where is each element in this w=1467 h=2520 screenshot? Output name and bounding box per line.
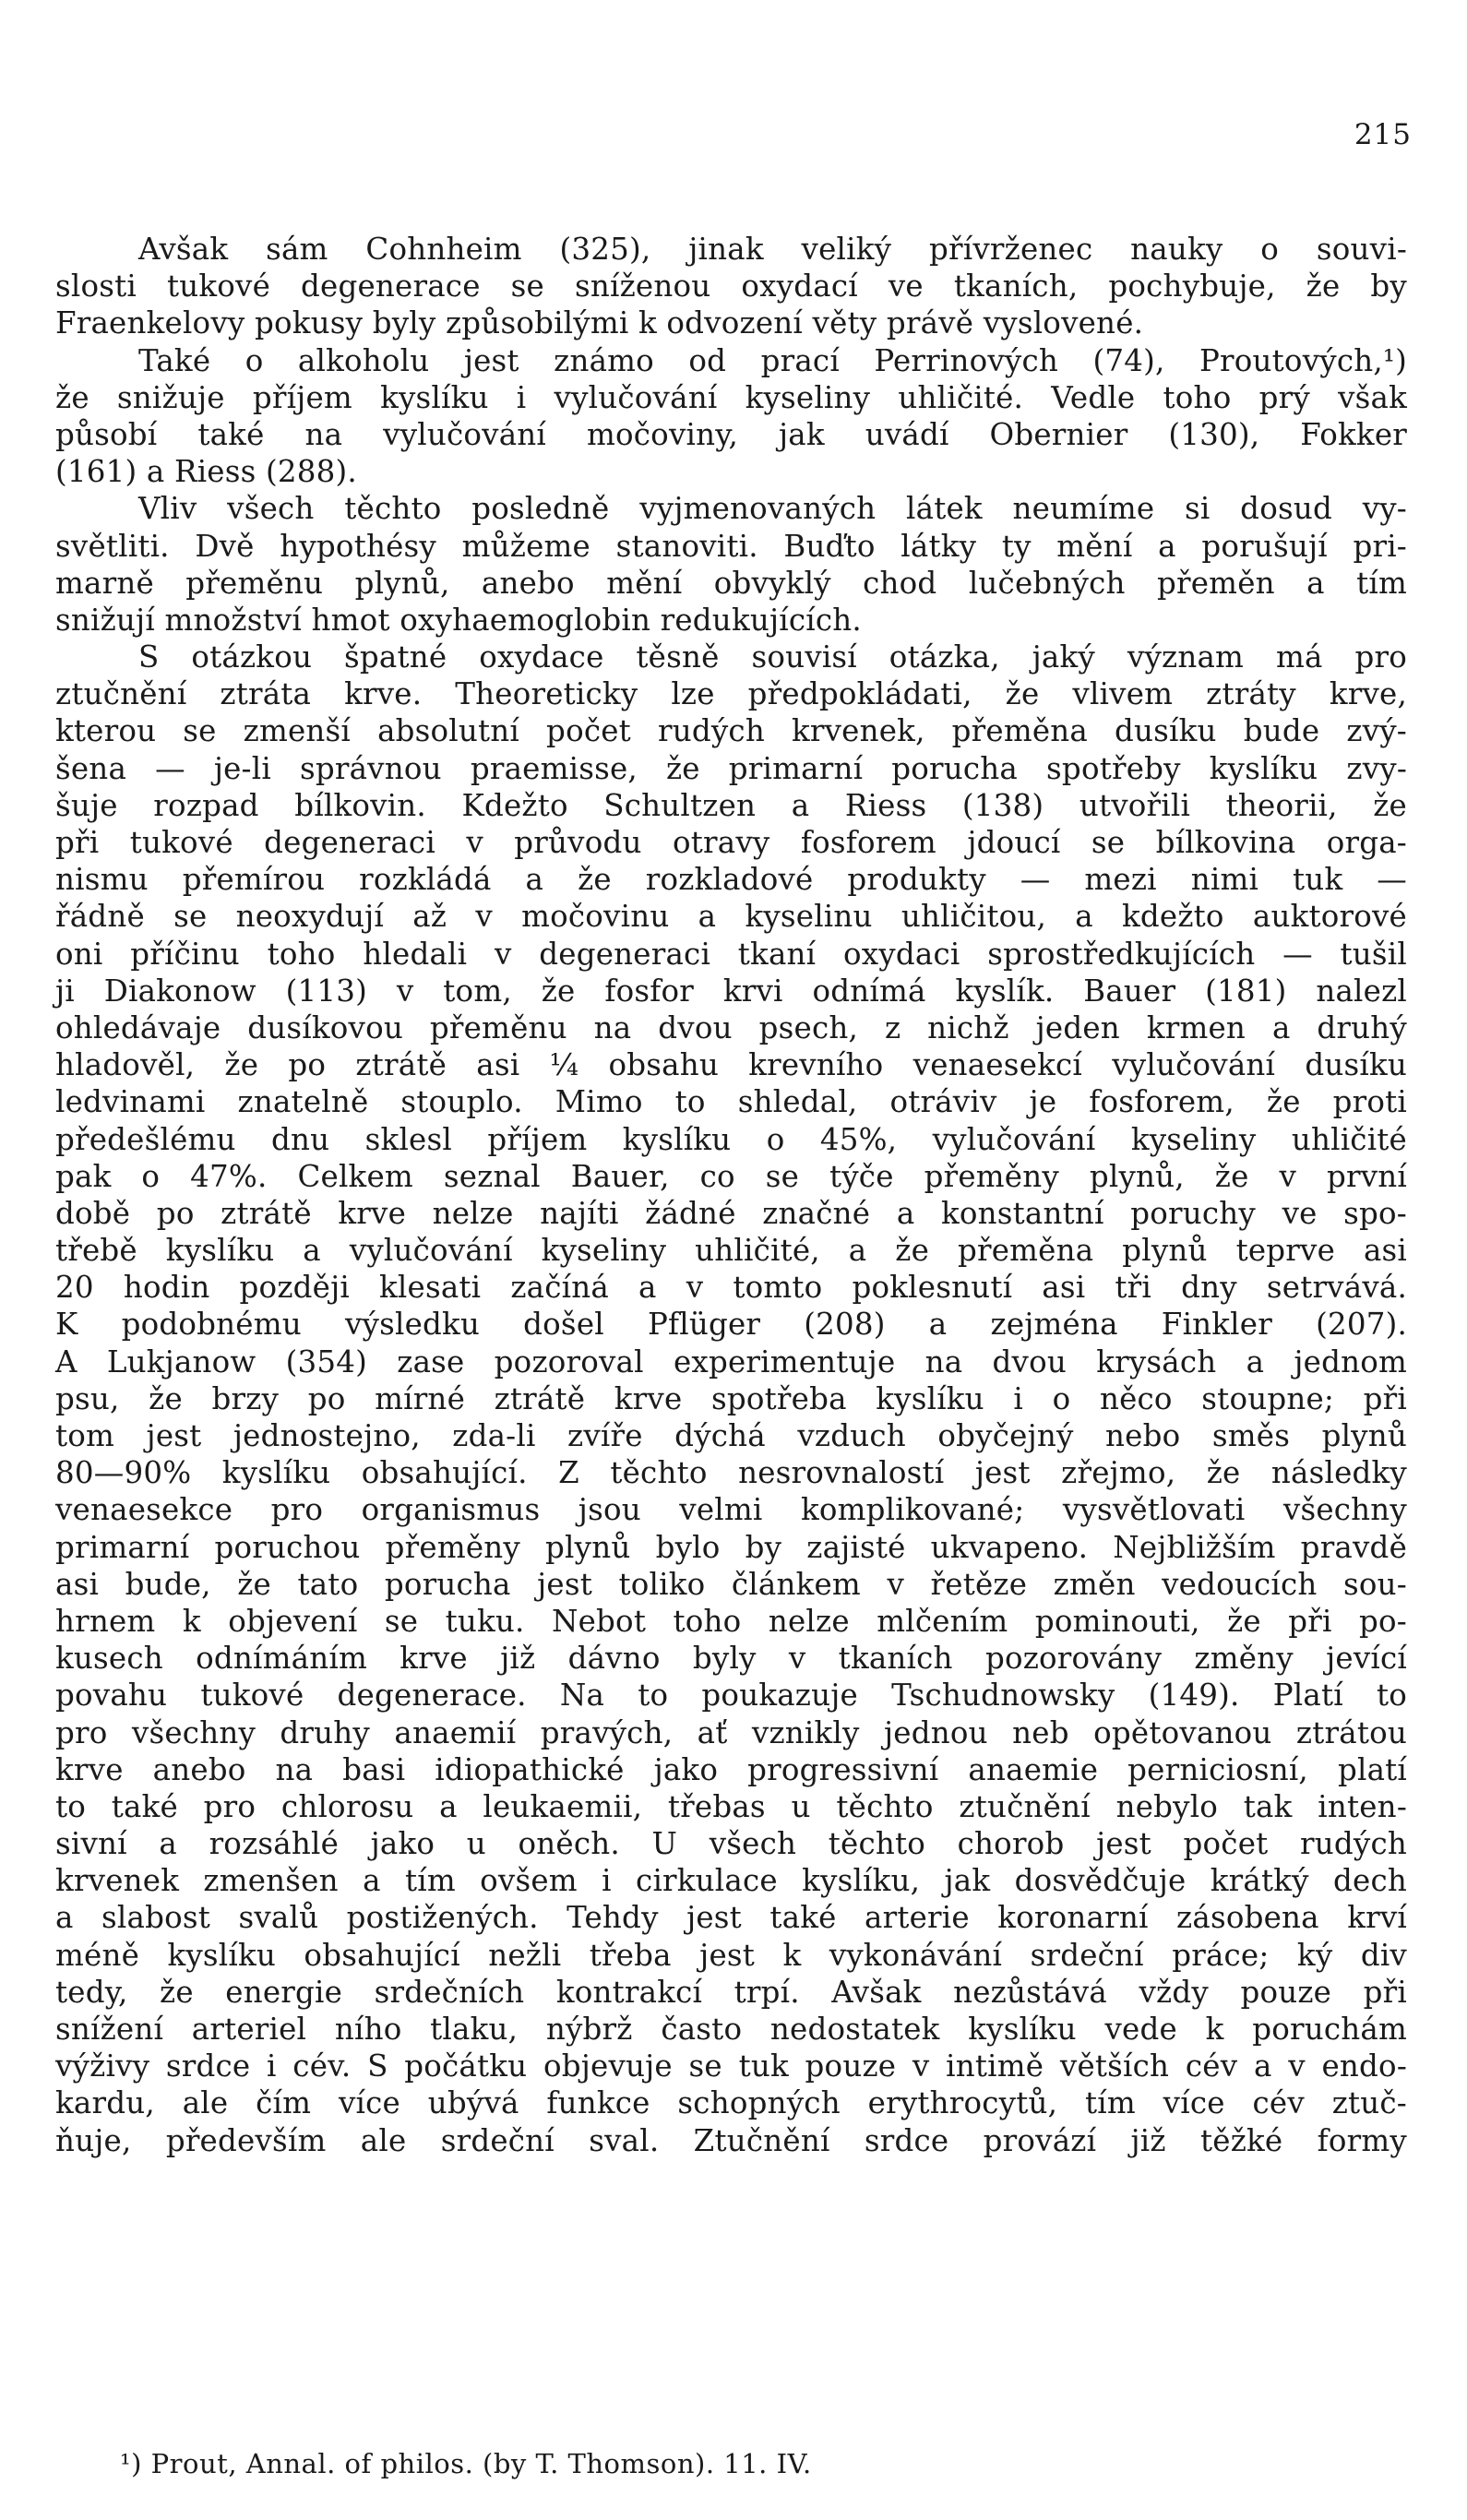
text-line: kterou se zmenší absolutní počet rudých krvenek, přeměna dusíku bude zvý- (55, 713, 1407, 749)
text-line: ohledávaje dusíkovou přeměnu na dvou psech, z nichž jeden krmen a druhý (55, 1009, 1407, 1045)
text-line: slosti tukové degenerace se sníženou oxydací ve tkaních, pochybuje, že by (55, 269, 1407, 305)
text-line: tom jest jednostejno, zda-li zvíře dýchá vzduch obyčejný nebo směs plynů (55, 1418, 1407, 1453)
text-line: venaesekce pro organismus jsou velmi komplikované; vysvětlovati všechny (55, 1492, 1407, 1528)
text-line: šuje rozpad bílkovin. Kdežto Schultzen a Riess (138) utvořili theorii, že (55, 787, 1407, 823)
text-line: hladověl, že po ztrátě asi ¼ obsahu krevního venaesekcí vylučování dusíku (55, 1047, 1407, 1083)
text-line: hrnem k objevení se tuku. Nebot toho nelze mlčením pominouti, že při po- (55, 1603, 1407, 1639)
text-line: povahu tukové degenerace. Na to poukazuje Tschudnowsky (149). Platí to (55, 1678, 1407, 1714)
text-line: to také pro chlorosu a leukaemii, třebas u těchto ztučnění nebylo tak inten- (55, 1788, 1407, 1824)
text-line: krvenek zmenšen a tím ovšem i cirkulace kyslíku, jak dosvědčuje krátký dech (55, 1863, 1407, 1899)
text-line: A Lukjanow (354) zase pozoroval experimentuje na dvou krysách a jednom (55, 1344, 1407, 1379)
text-line: Fraenkelovy pokusy byly způsobilými k odvození věty právě vyslovené. (55, 305, 1144, 341)
text-line: třebě kyslíku a vylučování kyseliny uhličité, a že přeměna plynů teprve asi (55, 1233, 1407, 1269)
text-line: S otázkou špatné oxydace těsně souvisí otázka, jaký význam má pro (138, 639, 1407, 675)
footnote: ¹) Prout, Annal. of philos. (by T. Thomson). 11. IV. (120, 2448, 812, 2479)
text-line: výživy srdce i cév. S počátku objevuje se tuk pouze v intimě větších cév a v endo- (55, 2048, 1407, 2084)
text-line: krve anebo na basi idiopathické jako progressivní anaemie perniciosní, platí (55, 1751, 1407, 1787)
text-line: Vliv všech těchto posledně vyjmenovaných látek neumíme si dosud vy- (138, 491, 1407, 527)
text-line: kusech odnímáním krve již dávno byly v tkaních pozorovány změny jevící (55, 1641, 1407, 1677)
text-line: světliti. Dvě hypothésy můžeme stanoviti. Buďto látky ty mění a porušují pri- (55, 528, 1407, 564)
text-line: méně kyslíku obsahující nežli třeba jest k vykonávání srdeční práce; ký div (55, 1937, 1407, 1973)
text-line: ztučnění ztráta krve. Theoreticky lze předpokládati, že vlivem ztráty krve, (55, 676, 1407, 712)
text-line: při tukové degeneraci v průvodu otravy fosforem jdoucí se bílkovina orga- (55, 825, 1407, 860)
text-line: době po ztrátě krve nelze najíti žádné značné a konstantní poruchy ve spo- (55, 1195, 1407, 1231)
text-line: K podobnému výsledku došel Pflüger (208) a zejména Finkler (207). (55, 1307, 1407, 1343)
text-line: (161) a Riess (288). (55, 454, 357, 490)
body-text (55, 231, 1407, 2159)
text-line: Avšak sám Cohnheim (325), jinak veliký přívrženec nauky o souvi- (138, 232, 1407, 267)
text-line: řádně se neoxydují až v močovinu a kyselinu uhličitou, a kdežto auktorové (55, 899, 1407, 935)
text-line: tedy, že energie srdečních kontrakcí trpí. Avšak nezůstává vždy pouze při (55, 1974, 1407, 2010)
text-line: působí také na vylučování močoviny, jak uvádí Obernier (130), Fokker (55, 416, 1407, 452)
text-line: oni příčinu toho hledali v degeneraci tkaní oxydaci sprostředkujících — tušil (55, 936, 1407, 972)
text-line: kardu, ale čím více ubývá funkce schopných erythrocytů, tím více cév ztuč- (55, 2085, 1407, 2121)
text-line: 80—90% kyslíku obsahující. Z těchto nesrovnalostí jest zřejmo, že následky (55, 1455, 1407, 1491)
text-line: a slabost svalů postižených. Tehdy jest také arterie koronarní zásobena krví (55, 1900, 1407, 1936)
text-line: ji Diakonow (113) v tom, že fosfor krvi odnímá kyslík. Bauer (181) nalezl (55, 973, 1407, 1009)
text-line: předešlému dnu sklesl příjem kyslíku o 45%, vylučování kyseliny uhličité (55, 1121, 1407, 1157)
text-line: snížení arteriel ního tlaku, nýbrž často nedostatek kyslíku vede k poruchám (55, 2012, 1407, 2047)
page-number: 215 (1354, 118, 1412, 151)
text-line: nismu přemírou rozkládá a že rozkladové produkty — mezi nimi tuk — (55, 862, 1407, 898)
text-line: primarní poruchou přeměny plynů bylo by zajisté ukvapeno. Nejbližším pravdě (55, 1529, 1407, 1565)
text-line: pro všechny druhy anaemií pravých, ať vznikly jednou neb opětovanou ztrátou (55, 1714, 1407, 1750)
text-line: sivní a rozsáhlé jako u oněch. U všech těchto chorob jest počet rudých (55, 1826, 1407, 1862)
text-line: marně přeměnu plynů, anebo mění obvyklý chod lučebných přeměn a tím (55, 565, 1407, 601)
text-line: pak o 47%. Celkem seznal Bauer, co se týče přeměny plynů, že v první (55, 1158, 1407, 1194)
text-line: snižují množství hmot oxyhaemoglobin redukujících. (55, 602, 862, 638)
text-line: ňuje, především ale srdeční sval. Ztučnění srdce provází již těžké formy (55, 2122, 1407, 2158)
text-line: šena — je-li správnou praemisse, že primarní porucha spotřeby kyslíku zvy- (55, 750, 1407, 786)
text-line: asi bude, že tato porucha jest toliko článkem v řetěze změn vedoucích sou- (55, 1566, 1407, 1602)
text-line: že snižuje příjem kyslíku i vylučování kyseliny uhličité. Vedle toho prý však (55, 379, 1407, 415)
text-line: 20 hodin později klesati začíná a v tomto poklesnutí asi tři dny setrvává. (55, 1270, 1407, 1306)
text-line: psu, že brzy po mírné ztrátě krve spotřeba kyslíku i o něco stoupne; při (55, 1380, 1407, 1416)
text-line: Také o alkoholu jest známo od prací Perrinových (74), Proutových,¹) (138, 342, 1407, 378)
text-line: ledvinami znatelně stouplo. Mimo to shledal, otráviv je fosforem, že proti (55, 1084, 1407, 1120)
